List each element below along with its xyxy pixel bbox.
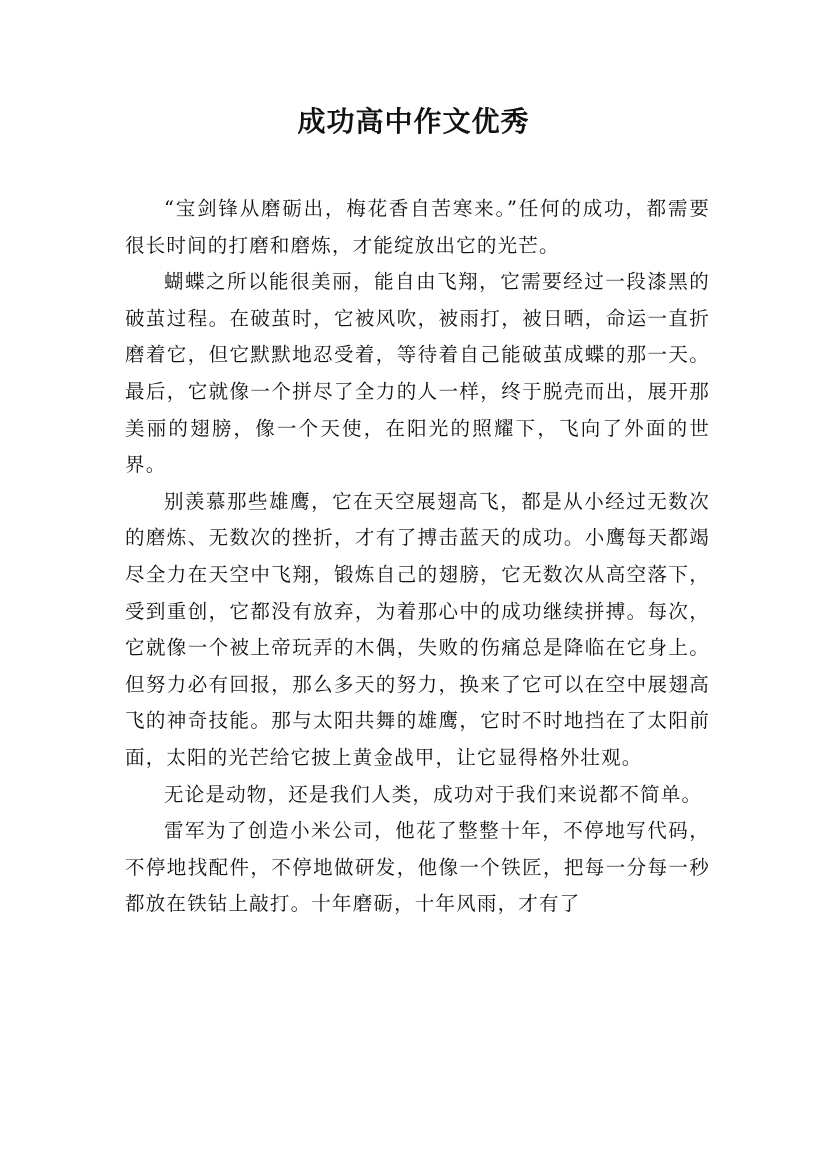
document-title: 成功高中作文优秀 xyxy=(297,105,530,138)
paragraph-2: 蝴蝶之所以能很美丽，能自由飞翔，它需要经过一段漆黑的破茧过程。在破茧时，它被风吹，被雨打，被日晒，命运一直折磨着它，但它默默地忍受着，等待着自己能破茧成蝶的那一天。最后，它就像一个拼尽了全力的人一样，终于脱壳而出，展开那美丽的翅膀，像一个天使，在阳光的照耀下，飞向了外面的世界。 xyxy=(125,270,710,477)
paragraph-3: 别羡慕那些雄鹰，它在天空展翅高飞，都是从小经过无数次的磨炼、无数次的挫折，才有了搏击蓝天的成功。小鹰每天都竭尽全力在天空中飞翔，锻炼自己的翅膀，它无数次从高空落下，受到重创，它都没有放弃，为着那心中的成功继续拼搏。每次，它就像一个被上帝玩弄的木偶，失败的伤痛总是降临在它身上。但努力必有回报，那么多天的努力，换来了它可以在空中展翅高飞的神奇技能。那与太阳共舞的雄鹰，它时不时地挡在了太阳前面，太阳的光芒给它披上黄金战甲，让它显得格外壮观。 xyxy=(125,489,710,769)
document-body xyxy=(125,191,710,923)
paragraph-5: 雷军为了创造小米公司，他花了整整十年，不停地写代码，不停地找配件，不停地做研发，他像一个铁匠，把每一分每一秒都放在铁钻上敲打。十年磨砺，十年风雨，才有了 xyxy=(125,819,710,916)
paragraph-1: “宝剑锋从磨砺出，梅花香自苦寒来。”任何的成功，都需要很长时间的打磨和磨炼，才能绽放出它的光芒。 xyxy=(125,197,710,257)
paragraph-4: 无论是动物，还是我们人类，成功对于我们来说都不简单。 xyxy=(164,782,703,806)
